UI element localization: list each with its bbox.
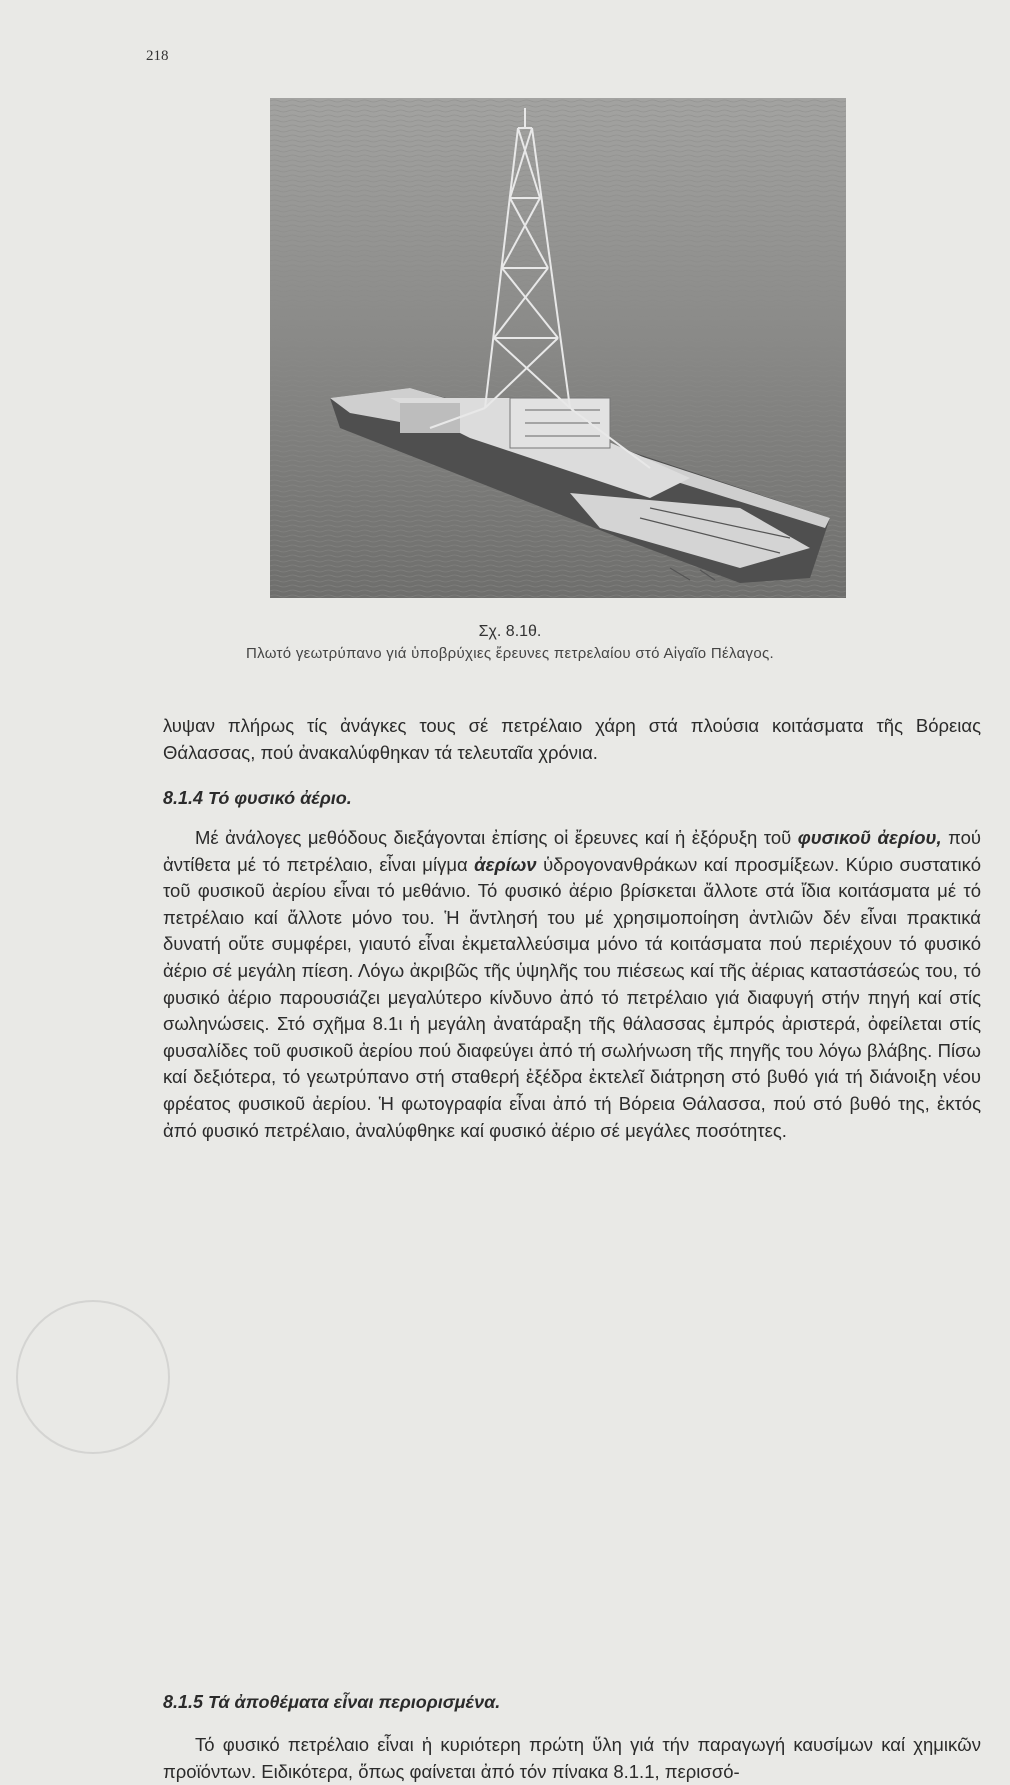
emphasis-gases: ἀερίων — [474, 853, 537, 875]
drilling-ship-photo — [270, 98, 846, 598]
section-heading-natural-gas: 8.1.4 Τό φυσικό ἀέριο. — [163, 788, 352, 808]
paragraph-continuation: λυψαν πλήρως τίς ἀνάγκες τους σέ πετρέλαιο χάρη στά πλούσια κοιτάσματα τῆς Βόρειας Θάλασσας, πού ἀνακαλύφθηκαν τά τελευταῖα χρόνια. — [163, 715, 981, 763]
text-run: Μέ ἀνάλογες μεθόδους διεξάγονται ἐπίσης οἱ ἔρευνες καί ἡ ἐξόρυξη τοῦ — [195, 827, 798, 848]
text-run: ὑδρογονανθράκων καί προσμίξεων. Κύριο συστατικό τοῦ φυσικοῦ ἀερίου εἶναι τό μεθάνιο. Τό φυσικό ἀέριο βρίσκεται ἄλλοτε στά ἴδια κοιτάσματα μέ τό πετρέλαιο καί ἄλλοτε μόνο του. Ἡ ἄντλησή του μέ χρησιμοποίηση ἀντλιῶν δέν εἶναι πρακτικά δυνατή οὔτε συμφέρει, γιαυτό εἶναι ἐκμεταλλεύσιμα μόνο τά κοιτάσματα πού περιέχουν τό φυσικό ἀέριο σέ μεγάλη πίεση. Λόγω ἀκριβῶς τῆς ὑψηλῆς του πιέσεως καί τῆς ἀέριας καταστάσεώς του, τό φυσικό ἀέριο παρουσιάζει μεγαλύτερο κίνδυνο ἀπό τό πετρέλαιο γιά διαφυγή στήν πηγή καί στίς σωληνώσεις. Στό σχῆμα 8.1ι ἡ μεγάλη ἀνατάραξη τῆς θάλασσας ἐμπρός ἀριστερά, ὀφείλεται στίς φυσαλίδες τοῦ φυσικοῦ ἀερίου πού διαφεύγει ἀπό τή σωλήνωση τῆς πηγῆς του λόγω βλάβης. Πίσω καί δεξιότερα, τό γεωτρύπανο στή σταθερή ἐξέδρα ἐκτελεῖ διάτρηση στό βυθό γιά τή διάνοιξη νέου φρέατος φυσικοῦ ἀερίου. Ἡ φωτογραφία εἶναι ἀπό τή Βόρεια Θάλασσα, πού στό βυθό της, ἐκτός ἀπό φυσικό πετρέλαιο, ἀναλύφθηκε καί φυσικό ἀέριο σέ μεγάλες ποσότητες. — [163, 853, 981, 1141]
page-number: 218 — [146, 48, 169, 64]
text-run: πού ἀντίθετα μέ τό πετρέλαιο, εἶναι μίγμα — [163, 827, 981, 875]
paragraph-natural-gas — [163, 825, 981, 1144]
paragraph-reserves: Τό φυσικό πετρέλαιο εἶναι ἡ κυριότερη πρώτη ὕλη γιά τήν παραγωγή καυσίμων καί χημικῶν προϊόντων. Ειδικότερα, ὅπως φαίνεται ἀπό τόν πίνακα 8.1.1, περισσό- — [163, 1734, 981, 1782]
figure-label: Σχ. 8.1θ. — [478, 623, 542, 640]
section-heading-reserves: 8.1.5 Τά ἀποθέματα εἶναι περιορισμένα. — [163, 1692, 501, 1712]
figure-caption: Πλωτό γεωτρύπανο γιά ὑποβρύχιες ἔρευνες πετρελαίου στό Αἰγαῖο Πέλαγος. — [246, 645, 774, 662]
library-stamp-watermark — [16, 1300, 170, 1454]
emphasis-natural-gas: φυσικοῦ ἀερίου, — [797, 827, 942, 848]
